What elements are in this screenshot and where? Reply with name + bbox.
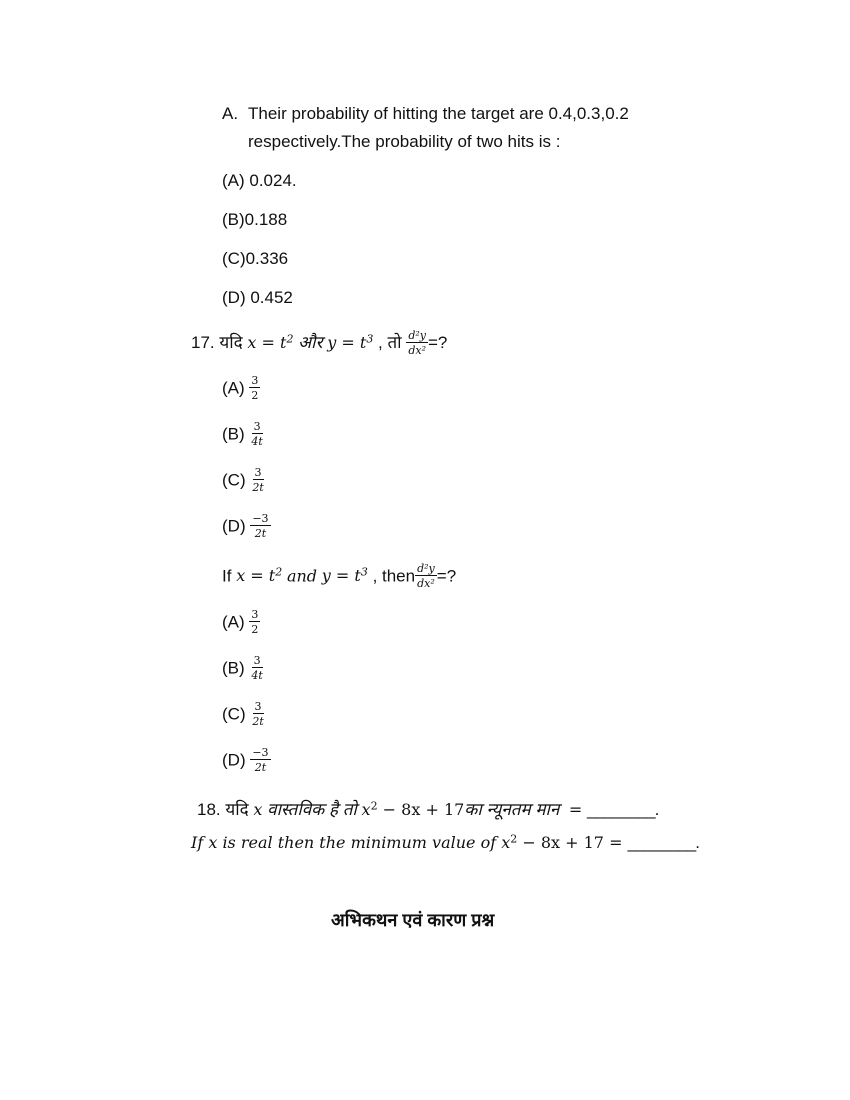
q17-en-equals-q: =? — [436, 566, 457, 586]
q17-derivative: $\frac{\text{d²y}}{\text{dx²}}$ — [408, 328, 426, 357]
q17-hi-aur: और — [298, 333, 323, 352]
q17-en-and: and — [286, 566, 318, 586]
q17-hi-option-b: (B) $\frac{3}{4t}$ — [222, 420, 263, 448]
q17-english-question — [222, 564, 456, 590]
q16-text-line1: Their probability of hitting the target are 0.4,0.3,0.2 — [248, 104, 629, 123]
q16-text-line2: respectively.The probability of two hits is : — [248, 132, 561, 151]
q17-eq-x: $x = t^2$ — [247, 332, 294, 352]
q17-hindi-question — [191, 330, 447, 357]
q17-en-if: If — [222, 566, 232, 586]
q17-en-option-a: (A) $\frac{3}{2}$ — [222, 608, 259, 636]
q17-number: 17. — [191, 333, 215, 352]
q17-hi-to: , तो — [378, 333, 402, 352]
q17-hi-option-a: (A) $\frac{3}{2}$ — [222, 374, 259, 402]
q17-en-derivative: $\frac{\text{d²y}}{\text{dx²}}$ — [417, 562, 435, 590]
q17-en-eq-y: $y = t^3$ — [321, 565, 368, 586]
q18-equals: = — [568, 800, 583, 819]
q18-english-question — [191, 833, 699, 853]
q17-en-then: , then — [372, 566, 416, 586]
q18-hindi-question — [197, 797, 658, 820]
q17-hi-option-c: (C) $\frac{3}{2t}$ — [222, 466, 264, 494]
q17-equals-q: =? — [428, 333, 448, 352]
q16-option-label: A. — [222, 104, 239, 123]
q17-eq-y: $y = t^3$ — [327, 332, 374, 352]
q17-en-eq-x: $x = t^2$ — [236, 565, 283, 586]
q18-blank: ________. — [586, 800, 659, 819]
q18-en-blank: ________. — [627, 833, 699, 852]
q16-option-a: (A) 0.024. — [222, 171, 297, 190]
q17-en-option-b: (B) $\frac{3}{4t}$ — [222, 654, 263, 682]
q18-hi-yadi: यदि — [225, 800, 249, 819]
q16-option-d: (D) 0.452 — [222, 288, 293, 307]
q18-en-text: If x is real then the minimum value of $x^2 - 8x + 17$ = — [191, 832, 628, 852]
section-heading: अभिकथन एवं कारण प्रश्न — [331, 910, 495, 930]
q16-option-c: (C)0.336 — [222, 249, 289, 268]
q17-hi-yadi: यदि — [219, 333, 243, 352]
q17-hi-option-d: (D) $\frac{-3}{2t}$ — [222, 512, 269, 540]
q18-number: 18. — [197, 800, 221, 819]
q18-expression: $x^2 - 8x + 17$ — [361, 799, 465, 819]
q18-hi-phrase: वास्तविक है तो — [267, 800, 357, 819]
q18-var-x: x — [253, 800, 263, 819]
q17-en-option-c: (C) $\frac{3}{2t}$ — [222, 700, 264, 728]
q16-option-b: (B)0.188 — [222, 210, 288, 229]
q18-hi-tail: का न्यूनतम मान — [464, 800, 560, 819]
q17-en-option-d: (D) $\frac{-3}{2t}$ — [222, 746, 269, 774]
